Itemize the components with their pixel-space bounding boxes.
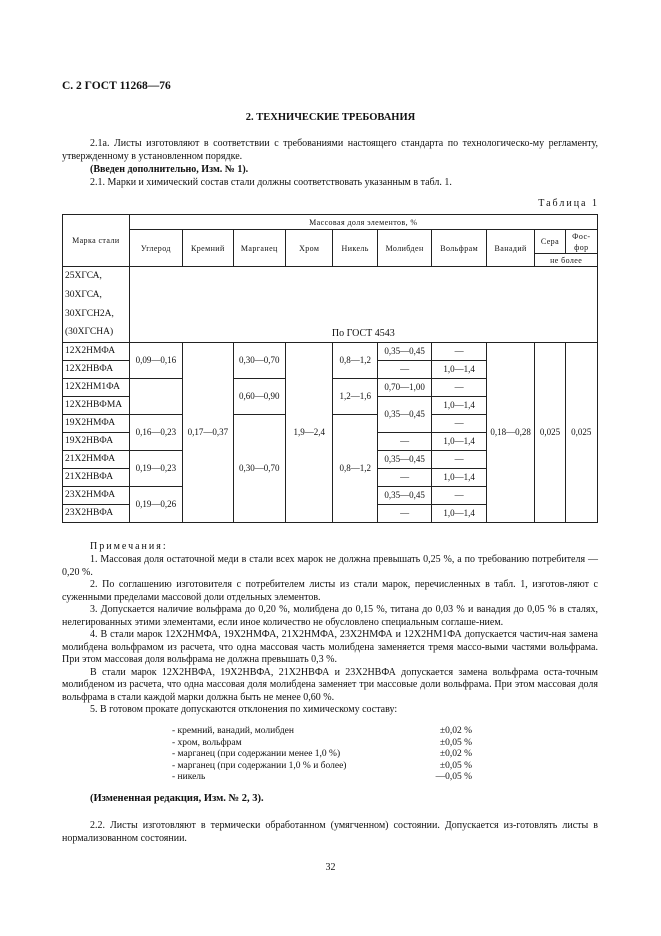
header-silicon: Кремний	[183, 230, 233, 267]
paragraph-2-2: 2.2. Листы изготовляют в термически обработанном (умягченном) состоянии. Допускается из-готовлять листы в нормализованном состоянии.	[62, 820, 598, 844]
deviation-value: ±0,05 %	[439, 760, 472, 771]
grade-cell: (30ХГСНА)	[63, 324, 130, 343]
note-4-continued: В стали марок 12Х2НВФА, 19Х2НВФА, 21Х2НВФА и 23Х2НВФА допускается замена вольфрама оста-точным молибденом из расчета, что одна массовая доля молибдена заменяет три массовые доли вольфрама. При этом массовая доля вольфрама в стали каждой марки должна быть не менее 0,60 %.	[62, 666, 598, 703]
vanadium-cell: 0,18—0,28	[486, 343, 534, 523]
deviation-row	[172, 726, 472, 738]
deviation-row	[172, 749, 472, 761]
deviation-row	[172, 772, 472, 784]
header-vanadium: Ванадий	[486, 230, 534, 267]
nickel-cell: 0,8—1,2	[333, 343, 377, 379]
notes-title: Примечания:	[90, 541, 168, 552]
sulfur-cell: 0,025	[535, 343, 565, 523]
nickel-cell: 0,8—1,2	[333, 415, 377, 523]
deviation-value: ±0,02 %	[439, 726, 472, 736]
molybdenum-cell: —	[377, 433, 432, 451]
tungsten-cell: 1,0—1,4	[432, 433, 487, 451]
grade-cell: 30ХГСН2А,	[63, 305, 130, 324]
tungsten-cell: 1,0—1,4	[432, 361, 487, 379]
molybdenum-cell: —	[377, 361, 432, 379]
header-max: не более	[535, 254, 598, 267]
header-phosphorus: Фос-фор	[565, 230, 597, 254]
table-caption: Таблица 1	[538, 198, 599, 209]
manganese-cell: 0,30—0,70	[233, 415, 285, 523]
deviation-value: ±0,05 %	[439, 737, 472, 748]
silicon-cell: 0,17—0,37	[183, 343, 233, 523]
grade-cell: 23Х2НВФА	[63, 505, 130, 523]
grade-cell: 12Х2НВФМА	[63, 397, 130, 415]
grade-cell: 21Х2НВФА	[63, 469, 130, 487]
deviation-row	[172, 738, 472, 750]
header-molybdenum: Молибден	[377, 230, 432, 267]
header-carbon: Углерод	[129, 230, 182, 267]
page-number: 32	[325, 862, 336, 873]
note-3: 3. Допускается наличие вольфрама до 0,20 %, молибдена до 0,15 %, титана до 0,03 % и ванадия до 0,05 % в сталях, нелегированных этими элементами, если иное количество не обусловлено специальным соглаше-нием.	[62, 604, 598, 628]
tungsten-cell: —	[432, 487, 487, 505]
manganese-cell: 0,60—0,90	[233, 379, 285, 415]
grade-cell: 23Х2НМФА	[63, 487, 130, 505]
chromium-cell: 1,9—2,4	[286, 343, 333, 523]
paragraph-2-1a: 2.1а. Листы изготовляют в соответствии с требованиями настоящего стандарта по технологическо-му регламенту, утвержденному в установленном порядке.	[62, 138, 598, 162]
note-1: 1. Массовая доля остаточной меди в стали всех марок не должна превышать 0,25 %, а по требованию потребителя — 0,20 %.	[62, 554, 598, 578]
molybdenum-cell: —	[377, 469, 432, 487]
tungsten-cell: 1,0—1,4	[432, 397, 487, 415]
note-5: 5. В готовом прокате допускаются отклонения по химическому составу:	[90, 704, 398, 715]
note-4: 4. В стали марок 12Х2НМФА, 19Х2НМФА, 21Х2НМФА, 23Х2НМФА и 12Х2НМ1ФА допускается частич-ная замена молибдена вольфрамом из расчета, что одна массовая часть молибдена заменяется тремя массо-выми частями вольфрама. При этом массовая доля вольфрама не должна превышать 0,3 %.	[62, 629, 598, 665]
deviation-label: - никель	[172, 772, 206, 782]
deviation-value: —0,05 %	[435, 772, 472, 782]
deviation-label: - марганец (при содержании 1,0 % и более)	[172, 760, 347, 771]
tungsten-cell: 1,0—1,4	[432, 469, 487, 487]
nickel-cell: 1,2—1,6	[333, 379, 377, 415]
header-mass-fraction: Массовая доля элементов, %	[129, 215, 597, 230]
grade-cell: 12Х2НМ1ФА	[63, 379, 130, 397]
molybdenum-cell: 0,35—0,45	[377, 343, 432, 361]
amendment-note-2-3: (Измененная редакция, Изм. № 2, 3).	[90, 793, 264, 804]
grade-cell: 30ХГСА,	[63, 286, 130, 305]
molybdenum-cell: 0,35—0,45	[377, 397, 432, 433]
tungsten-cell: —	[432, 379, 487, 397]
amendment-note-1: (Введен дополнительно, Изм. № 1).	[90, 164, 249, 175]
gost-reference: По ГОСТ 4543	[129, 267, 597, 343]
grade-cell: 21Х2НМФА	[63, 451, 130, 469]
tungsten-cell: —	[432, 415, 487, 433]
carbon-cell: 0,19—0,23	[129, 451, 182, 487]
header-tungsten: Вольфрам	[432, 230, 487, 267]
notes-list	[62, 554, 598, 717]
manganese-cell: 0,30—0,70	[233, 343, 285, 379]
phosphorus-cell: 0,025	[565, 343, 597, 523]
molybdenum-cell: 0,35—0,45	[377, 451, 432, 469]
paragraph-2-1: 2.1. Марки и химический состав стали должны соответствовать указанным в табл. 1.	[90, 177, 452, 188]
molybdenum-cell: 0,35—0,45	[377, 487, 432, 505]
grade-cell: 25ХГСА,	[63, 267, 130, 286]
header-sulfur: Сера	[535, 230, 565, 254]
header-manganese: Марганец	[233, 230, 285, 267]
carbon-cell: 0,19—0,26	[129, 487, 182, 523]
deviation-label: - марганец (при содержании менее 1,0 %)	[172, 749, 341, 759]
grade-cell: 19Х2НМФА	[63, 415, 130, 433]
deviation-list	[172, 726, 472, 784]
carbon-cell: 0,16—0,23	[129, 415, 182, 451]
tungsten-cell: 1,0—1,4	[432, 505, 487, 523]
page-header: С. 2 ГОСТ 11268—76	[62, 80, 171, 92]
grade-cell: 12Х2НВФА	[63, 361, 130, 379]
note-2: 2. По соглашению изготовителя с потребителем листы из стали марок, перечисленных в табл. 1, изготов-ляют с суженными пределами массовой доли отдельных элементов.	[62, 579, 598, 603]
carbon-cell: 0,09—0,16	[129, 343, 182, 379]
chemical-composition-table	[62, 214, 598, 523]
deviation-label: - кремний, ванадий, молибден	[172, 726, 294, 736]
tungsten-cell: —	[432, 343, 487, 361]
carbon-cell-empty	[129, 379, 182, 397]
deviation-row	[172, 761, 472, 773]
deviation-label: - хром, вольфрам	[172, 737, 242, 748]
tungsten-cell: —	[432, 451, 487, 469]
deviation-value: ±0,02 %	[439, 749, 472, 759]
section-title: 2. ТЕХНИЧЕСКИЕ ТРЕБОВАНИЯ	[245, 112, 416, 123]
grade-cell: 19Х2НВФА	[63, 433, 130, 451]
molybdenum-cell: 0,70—1,00	[377, 379, 432, 397]
molybdenum-cell: —	[377, 505, 432, 523]
grade-cell: 12Х2НМФА	[63, 343, 130, 361]
carbon-cell-empty	[129, 397, 182, 415]
header-grade: Марка стали	[63, 215, 130, 267]
header-chromium: Хром	[286, 230, 333, 267]
header-nickel: Никель	[333, 230, 377, 267]
